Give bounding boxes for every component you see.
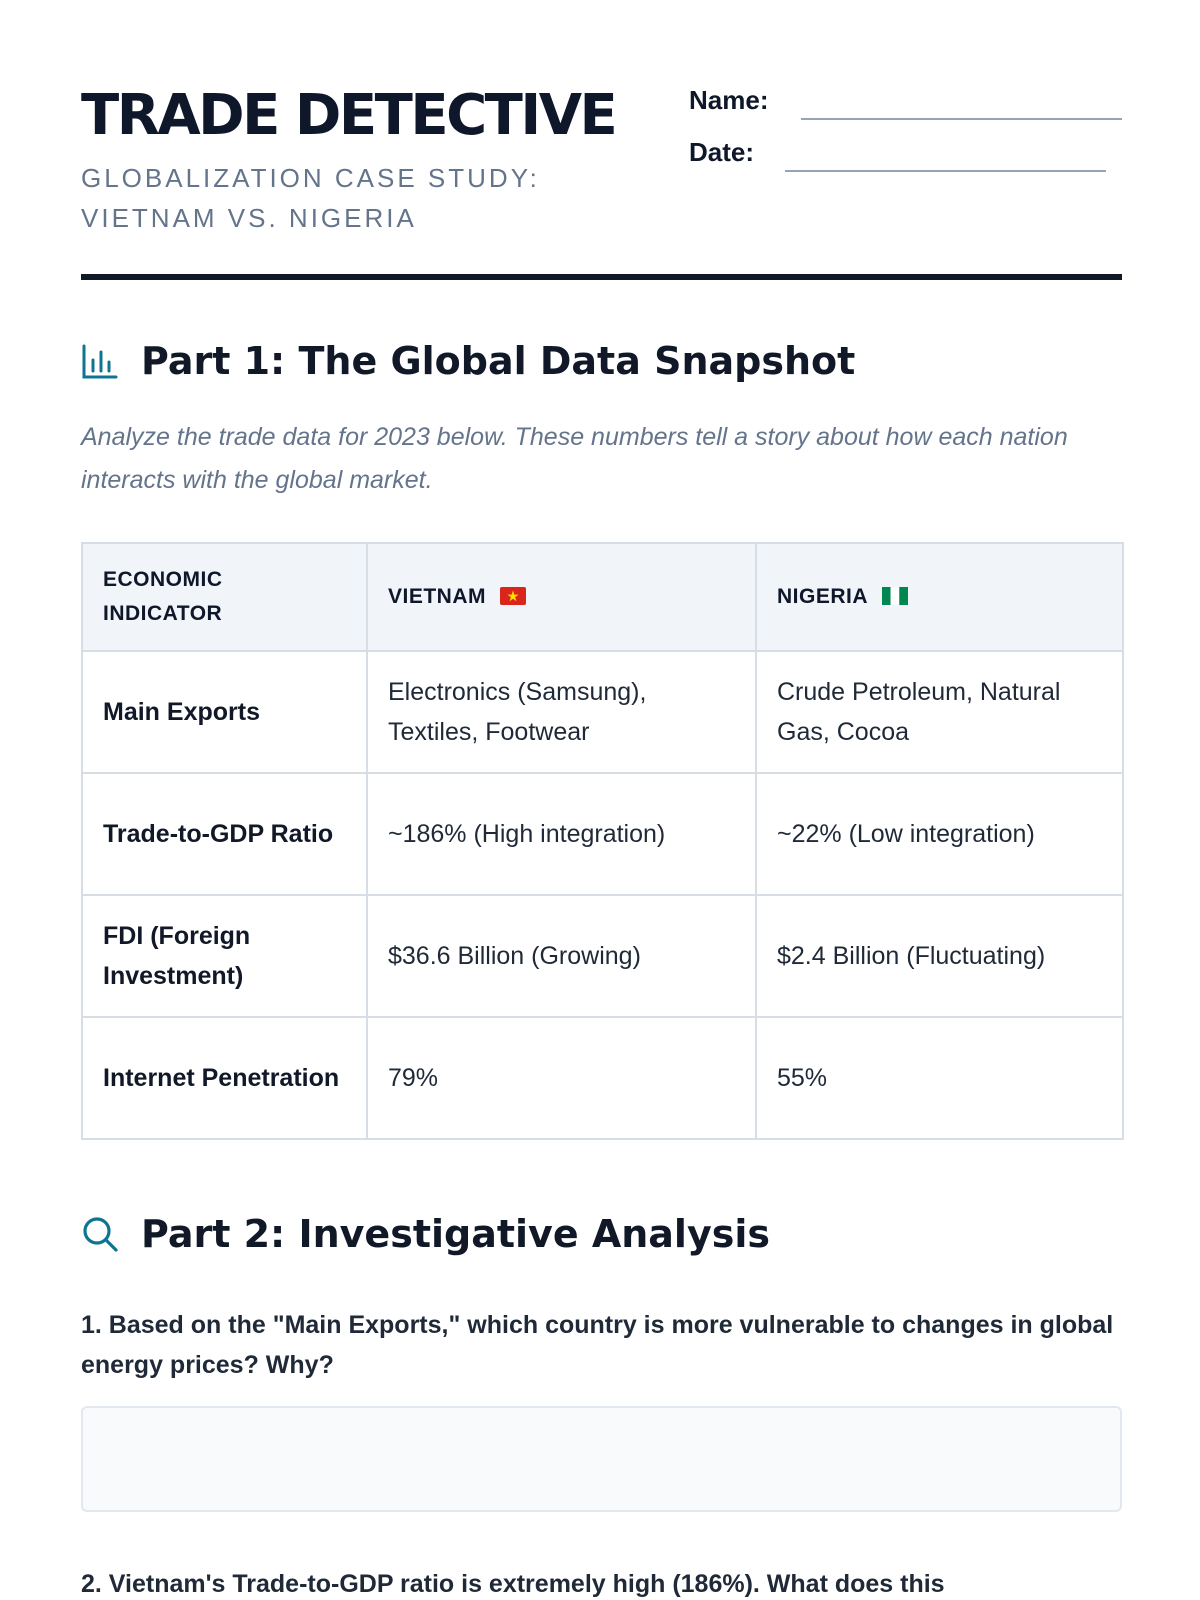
vietnam-flag-icon — [500, 587, 526, 605]
header-divider — [81, 274, 1122, 280]
indicator-cell: Trade-to-GDP Ratio — [82, 773, 367, 895]
part1-heading — [81, 336, 1122, 386]
part1-intro: Analyze the trade data for 2023 below. These numbers tell a story about how each nation interacts with the global market. — [81, 423, 1068, 494]
search-icon — [81, 1215, 119, 1253]
date-field[interactable] — [689, 136, 1122, 176]
vietnam-cell: 79% — [367, 1017, 756, 1139]
table-header-row — [82, 543, 1123, 651]
worksheet-title: TRADE DETECTIVE — [81, 83, 616, 148]
name-field[interactable] — [689, 84, 1122, 124]
nigeria-cell: $2.4 Billion (Fluctuating) — [756, 895, 1123, 1017]
table-row — [82, 1017, 1123, 1139]
part2-title: Part 2: Investigative Analysis — [141, 1212, 770, 1256]
question-2: 2. Vietnam's Trade-to-GDP ratio is extremely high (186%). What does this — [81, 1570, 945, 1598]
date-line[interactable] — [785, 170, 1106, 172]
nigeria-cell: 55% — [756, 1017, 1123, 1139]
vietnam-cell: Electronics (Samsung), Textiles, Footwear — [367, 651, 756, 773]
part2-heading — [81, 1209, 1122, 1259]
worksheet-subtitle: GLOBALIZATION CASE STUDY: VIETNAM VS. NIGERIA — [81, 163, 540, 233]
answer-box-1[interactable] — [81, 1406, 1122, 1512]
trade-data-table — [81, 542, 1124, 1140]
worksheet-header — [81, 84, 1122, 284]
vietnam-cell: $36.6 Billion (Growing) — [367, 895, 756, 1017]
table-row — [82, 895, 1123, 1017]
name-line[interactable] — [801, 118, 1122, 120]
vietnam-cell: ~186% (High integration) — [367, 773, 756, 895]
date-label: Date: — [689, 137, 755, 167]
name-label: Name: — [689, 85, 769, 115]
indicator-cell: FDI (Foreign Investment) — [82, 895, 367, 1017]
header-economic-indicator: ECONOMIC INDICATOR — [82, 543, 367, 651]
indicator-cell: Main Exports — [82, 651, 367, 773]
table-row — [82, 773, 1123, 895]
table-row — [82, 651, 1123, 773]
worksheet-page — [81, 0, 1122, 1600]
header-vietnam: VIETNAM — [367, 543, 756, 651]
nigeria-cell: Crude Petroleum, Natural Gas, Cocoa — [756, 651, 1123, 773]
part1-title: Part 1: The Global Data Snapshot — [141, 339, 856, 383]
header-nigeria: NIGERIA — [756, 543, 1123, 651]
question-1: 1. Based on the "Main Exports," which country is more vulnerable to changes in global energy prices? Why? — [81, 1311, 1114, 1379]
indicator-cell: Internet Penetration — [82, 1017, 367, 1139]
nigeria-flag-icon — [882, 587, 908, 605]
bar-chart-icon — [81, 342, 119, 380]
nigeria-cell: ~22% (Low integration) — [756, 773, 1123, 895]
